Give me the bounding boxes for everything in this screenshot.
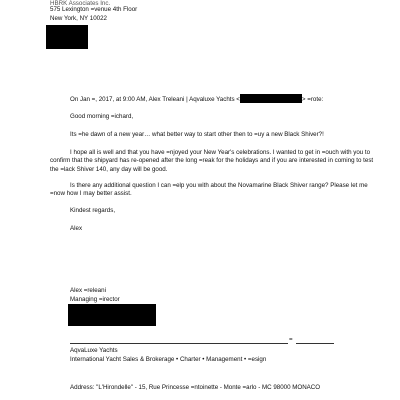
header-address-line2: New York, NY 10022 (50, 15, 107, 22)
email-sign-name: Alex (70, 225, 83, 232)
quote-header-suffix: > =rote: (301, 96, 324, 103)
email-greeting: Good morning =ichard, (70, 113, 134, 120)
email-line1: Its =he dawn of a new year… what better way to start other then to =uy a new Black Shiver?! (70, 131, 324, 138)
signature-name: Alex =releani (70, 287, 106, 294)
signature-tagline: International Yacht Sales & Brokerage • Charter • Management • =esign (70, 356, 267, 363)
redaction-block (46, 25, 88, 49)
signature-address: Address: "L'Hirondelle" - 15, Rue Princesse =ntoinette - Monte =arlo - MC 98000 MONACO (70, 384, 321, 391)
signature-company: AqvaLuxe Yachts (70, 347, 118, 354)
signature-rule-left (70, 343, 288, 344)
signature-rule-right (296, 343, 334, 344)
signature-rule-marker: = (289, 336, 293, 343)
redaction-block (240, 94, 302, 103)
quote-header-prefix: On Jan =, 2017, at 9:00 AM, Alex Treleani | Aqvaluxe Yachts < (70, 96, 240, 103)
signature-title: Managing =irector (70, 296, 120, 303)
redaction-block (68, 304, 156, 326)
header-company: HBRK Associates Inc. (50, 0, 111, 7)
email-paragraph2: Is there any additional question I can =elp you with about the Novamarine Black Shiver range? Please let me =now how I may better assist. (50, 182, 368, 198)
email-closing: Kindest regards, (70, 207, 116, 214)
quote-header (70, 94, 323, 104)
email-paragraph1: I hope all is well and that you have =njoyed your New Year's celebrations. I wanted to get in =ouch with you to confirm that the shipyard has re-opened after the long =reak for the holidays and if you are interested in coming to test the =lack Shiver 140, any day will be good. (50, 149, 374, 173)
header-address-line1: 575 Lexington =venue 4th Floor (50, 6, 138, 13)
